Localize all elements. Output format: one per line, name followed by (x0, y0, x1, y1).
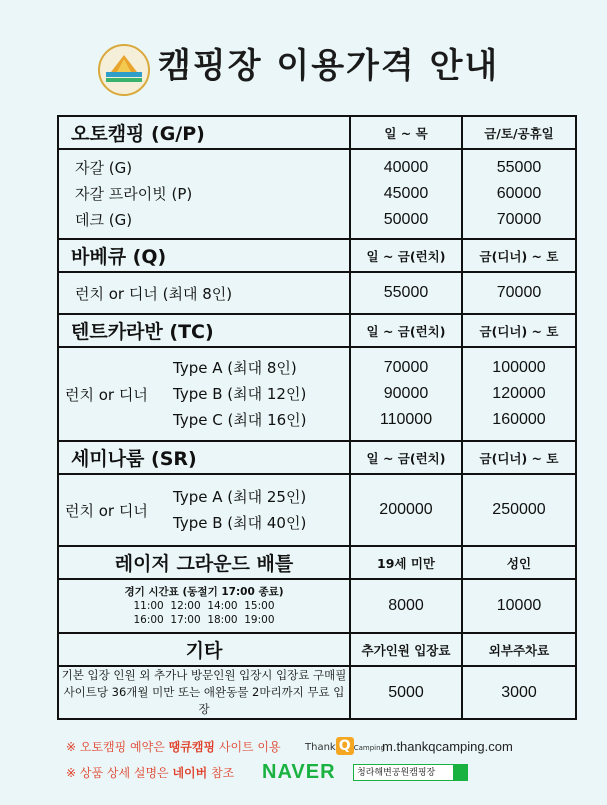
search-icon[interactable] (453, 765, 467, 780)
note-bold: 네이버 (172, 766, 208, 780)
seminar-col1: 일 ~ 금(런치) (350, 441, 462, 474)
price: 55000 (350, 272, 462, 314)
etc-note-line: 사이트당 36개월 미만 또는 애완동물 2마리까지 무료 입장 (63, 685, 345, 716)
bbq-header-row (58, 239, 576, 272)
etc-col2: 외부주차료 (462, 633, 576, 666)
note-text: ※ 오토캠핑 예약은 (66, 740, 169, 754)
tent-weekend-prices (462, 347, 576, 441)
naver-search-box[interactable] (353, 764, 468, 781)
tent-header-row (58, 314, 576, 347)
etc-header-row (58, 633, 576, 666)
etc-body-row (58, 666, 576, 719)
bbq-title: 바베큐 (Q) (58, 239, 350, 272)
thankq-url[interactable]: m.thankqcamping.com (382, 739, 513, 754)
laser-schedule (58, 579, 350, 633)
note-text: 사이트 이용 (215, 740, 281, 754)
price: 200000 (350, 474, 462, 546)
auto-weekday-prices (350, 149, 462, 239)
auto-body-row (58, 149, 576, 239)
price: 160000 (492, 411, 546, 428)
price: 55000 (496, 159, 542, 176)
price: 45000 (383, 185, 429, 202)
price: 60000 (496, 185, 542, 202)
note-text: ※ 상품 상세 설명은 (66, 766, 173, 780)
auto-col2: 금/토/공휴일 (462, 116, 576, 149)
thankq-brand: Thank (305, 742, 336, 753)
price: 70000 (383, 359, 429, 376)
laser-body-row (58, 579, 576, 633)
laser-col2: 성인 (462, 546, 576, 579)
auto-label: 데크 (G) (75, 211, 133, 229)
seminar-title: 세미나룸 (SR) (58, 441, 350, 474)
auto-weekend-prices (462, 149, 576, 239)
reservation-note (66, 738, 281, 755)
schedule-line: 16:00 17:00 18:00 19:00 (133, 614, 275, 626)
tent-col1: 일 ~ 금(런치) (350, 314, 462, 347)
seminar-type: Type B (최대 40인) (173, 514, 307, 532)
auto-col1: 일 ~ 목 (350, 116, 462, 149)
laser-col1: 19세 미만 (350, 546, 462, 579)
price: 50000 (383, 211, 429, 228)
thankq-sub: Camping (353, 744, 385, 752)
thankq-q: Q (336, 737, 354, 755)
bbq-col2: 금(디너) ~ 토 (462, 239, 576, 272)
auto-title: 오토캠핑 (G/P) (58, 116, 350, 149)
laser-title: 레이저 그라운드 배틀 (58, 546, 350, 579)
etc-note (58, 666, 350, 719)
tent-type: Type A (최대 8인) (173, 359, 297, 377)
price: 90000 (383, 385, 429, 402)
etc-note-line: 기본 입장 인원 외 추가나 방문인원 입장시 입장료 구매필 (61, 668, 347, 682)
naver-search-text: 청라해변공원캠핑장 (357, 768, 436, 778)
thankq-logo (305, 737, 385, 755)
tent-body-row (58, 347, 576, 441)
auto-label: 자갈 프라이빗 (P) (75, 185, 193, 203)
schedule-line: 11:00 12:00 14:00 15:00 (133, 600, 275, 612)
bbq-body-row (58, 272, 576, 314)
note-bold: 땡큐캠핑 (168, 740, 216, 754)
page-title: 캠핑장 이용가격 안내 (158, 46, 500, 86)
tent-types (173, 355, 307, 433)
price: 250000 (462, 474, 576, 546)
bbq-col1: 일 ~ 금(런치) (350, 239, 462, 272)
tent-col2: 금(디너) ~ 토 (462, 314, 576, 347)
auto-label: 자갈 (G) (75, 159, 133, 177)
tent-title: 텐트카라반 (TC) (58, 314, 350, 347)
tent-type: Type C (최대 16인) (173, 411, 307, 429)
tent-weekday-prices (350, 347, 462, 441)
price: 110000 (379, 411, 433, 428)
price: 5000 (350, 666, 462, 719)
naver-logo: NAVER (262, 761, 336, 783)
seminar-body-row (58, 474, 576, 546)
price: 70000 (496, 211, 542, 228)
schedule-title: 경기 시간표 (동절기 17:00 종료) (124, 586, 284, 598)
seminar-type: Type A (최대 25인) (173, 488, 307, 506)
tent-labels (58, 347, 350, 441)
seminar-col2: 금(디너) ~ 토 (462, 441, 576, 474)
tent-group-label: 런치 or 디너 (65, 385, 148, 404)
price: 3000 (462, 666, 576, 719)
note-text: 참조 (207, 766, 235, 780)
laser-header-row (58, 546, 576, 579)
seminar-labels (58, 474, 350, 546)
tent-type: Type B (최대 12인) (173, 385, 307, 403)
header (0, 0, 607, 112)
seminar-group-label: 런치 or 디너 (65, 501, 148, 520)
naver-note (66, 764, 234, 781)
auto-labels (58, 149, 350, 239)
campsite-logo (98, 44, 150, 96)
seminar-header-row (58, 441, 576, 474)
price-table (57, 115, 577, 720)
etc-title: 기타 (58, 633, 350, 666)
price: 40000 (383, 159, 429, 176)
price: 8000 (350, 579, 462, 633)
auto-header-row (58, 116, 576, 149)
seminar-types (173, 484, 306, 536)
etc-col1: 추가인원 입장료 (350, 633, 462, 666)
price: 10000 (462, 579, 576, 633)
price: 120000 (492, 385, 546, 402)
bbq-label: 런치 or 디너 (최대 8인) (58, 272, 350, 314)
price: 70000 (462, 272, 576, 314)
price: 100000 (492, 359, 546, 376)
